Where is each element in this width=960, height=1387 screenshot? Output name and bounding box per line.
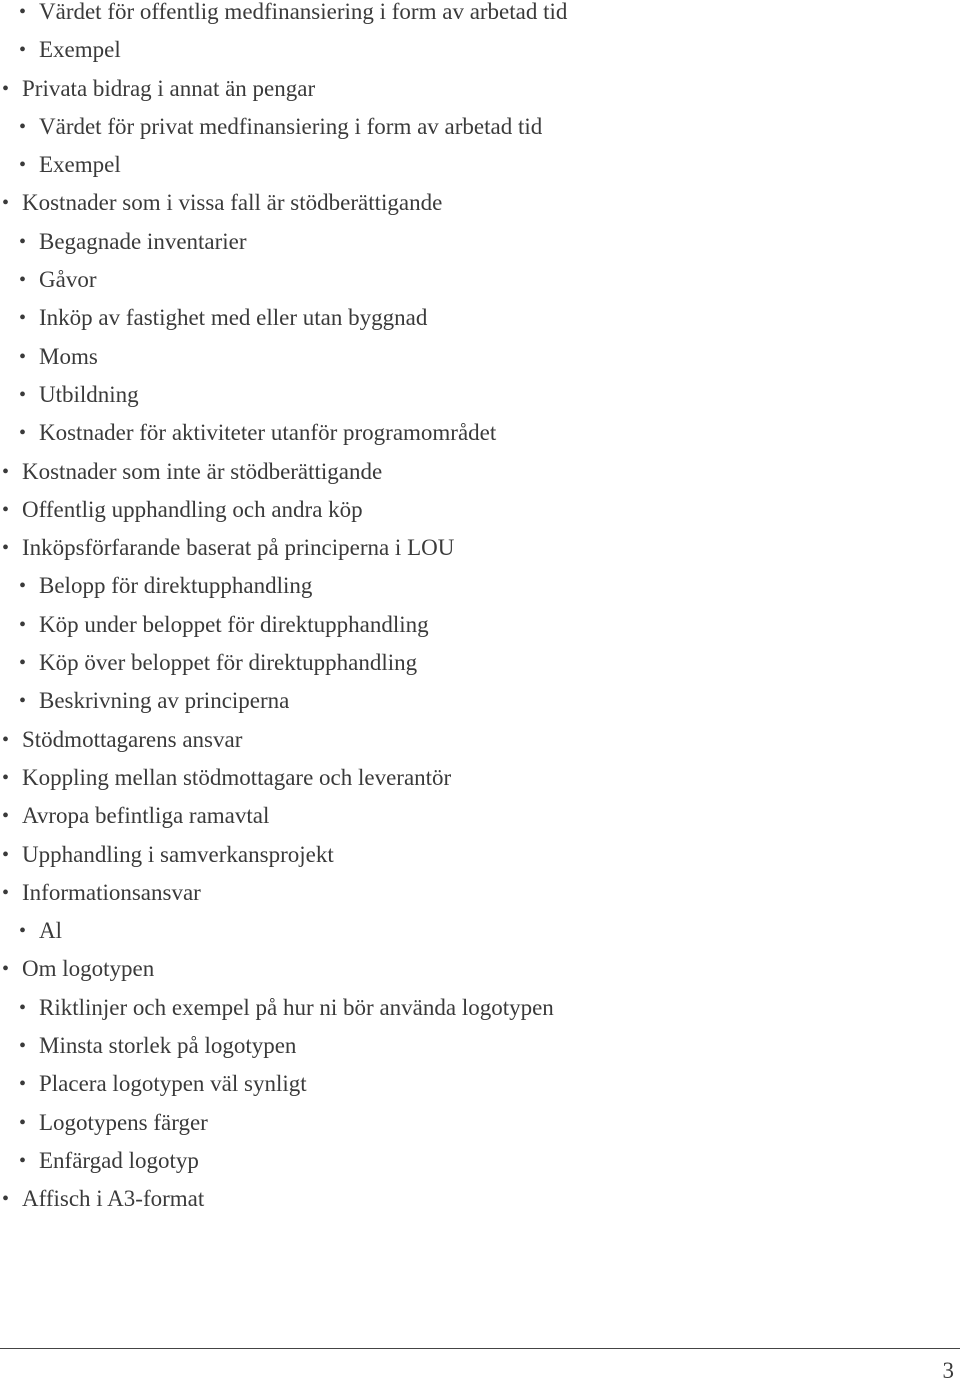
toc-item-label: Köp under beloppet för direktupphandling xyxy=(39,611,429,637)
bullet-icon: • xyxy=(2,958,10,981)
toc-item-label: Utbildning xyxy=(39,381,139,407)
toc-item-label: Avropa befintliga ramavtal xyxy=(22,803,270,829)
toc-item-label: Kostnader som inte är stödberättigande xyxy=(22,458,383,484)
bullet-icon: • xyxy=(19,422,27,445)
toc-item-label: Privata bidrag i annat än pengar xyxy=(22,75,316,101)
toc-item-label: Upphandling i samverkansprojekt xyxy=(22,841,334,867)
toc-item[interactable] xyxy=(0,721,567,759)
bullet-icon: • xyxy=(19,269,27,292)
bullet-icon: • xyxy=(19,1035,27,1058)
toc-item-label: Värdet för privat medfinansiering i form av arbetad tid xyxy=(39,113,543,139)
toc-item-label: Offentlig upphandling och andra köp xyxy=(22,496,363,522)
toc-item[interactable] xyxy=(0,261,567,299)
toc-item-label: Riktlinjer och exempel på hur ni bör använda logotypen xyxy=(39,994,554,1020)
bullet-icon: • xyxy=(19,307,27,330)
toc-item[interactable] xyxy=(0,184,567,222)
bullet-icon: • xyxy=(19,39,27,62)
toc-item-label: Värdet för offentlig medfinansiering i form av arbetad tid xyxy=(39,0,568,24)
toc-item[interactable] xyxy=(0,108,567,146)
bullet-icon: • xyxy=(2,537,10,560)
toc-item[interactable] xyxy=(0,567,567,605)
toc-item[interactable] xyxy=(0,759,567,797)
toc-item-label: Moms xyxy=(39,343,98,369)
toc-item[interactable] xyxy=(0,414,567,452)
footer-divider xyxy=(0,1348,960,1349)
bullet-icon: • xyxy=(2,805,10,828)
toc-item[interactable] xyxy=(0,529,567,567)
bullet-icon: • xyxy=(19,1149,27,1172)
toc-item-label: Koppling mellan stödmottagare och leverantör xyxy=(22,764,452,790)
toc-item-label: Exempel xyxy=(39,152,121,178)
bullet-icon: • xyxy=(2,460,10,483)
bullet-icon: • xyxy=(19,345,27,368)
toc-item-label: Stödmottagarens ansvar xyxy=(22,726,243,752)
toc-item-label: Exempel xyxy=(39,37,121,63)
bullet-icon: • xyxy=(19,613,27,636)
bullet-icon: • xyxy=(19,575,27,598)
bullet-icon: • xyxy=(19,1111,27,1134)
toc-item[interactable] xyxy=(0,682,567,720)
bullet-icon: • xyxy=(2,728,10,751)
toc-item-label: Inköp av fastighet med eller utan byggnad xyxy=(39,305,428,331)
bullet-icon: • xyxy=(2,843,10,866)
toc-item[interactable] xyxy=(0,1027,567,1065)
bullet-icon: • xyxy=(19,690,27,713)
bullet-icon: • xyxy=(2,77,10,100)
toc-item-label: Al xyxy=(39,918,62,944)
toc-item[interactable] xyxy=(0,491,567,529)
bullet-icon: • xyxy=(19,652,27,675)
bullet-icon: • xyxy=(2,192,10,215)
bullet-icon: • xyxy=(19,383,27,406)
bullet-icon: • xyxy=(19,115,27,138)
toc-item-label: Inköpsförfarande baserat på principerna i LOU xyxy=(22,535,455,561)
toc-item-label: Affisch i A3-format xyxy=(22,1186,205,1212)
toc-item[interactable] xyxy=(0,912,567,950)
toc-item[interactable] xyxy=(0,1142,567,1180)
toc-item[interactable] xyxy=(0,0,567,31)
toc-item[interactable] xyxy=(0,31,567,69)
toc-item[interactable] xyxy=(0,1104,567,1142)
page-number: 3 xyxy=(942,1358,954,1383)
bullet-icon: • xyxy=(19,1,27,23)
toc-item-label: Minsta storlek på logotypen xyxy=(39,1033,297,1059)
toc-item[interactable] xyxy=(0,299,567,337)
toc-item[interactable] xyxy=(0,644,567,682)
toc-item[interactable] xyxy=(0,874,567,912)
toc-item[interactable] xyxy=(0,338,567,376)
toc-item-label: Placera logotypen väl synligt xyxy=(39,1071,307,1097)
toc-item[interactable] xyxy=(0,836,567,874)
bullet-icon: • xyxy=(19,230,27,253)
bullet-icon: • xyxy=(19,154,27,177)
toc-item[interactable] xyxy=(0,606,567,644)
bullet-icon: • xyxy=(2,881,10,904)
toc-item[interactable] xyxy=(0,797,567,835)
toc-item-label: Logotypens färger xyxy=(39,1109,208,1135)
toc-item-label: Om logotypen xyxy=(22,956,155,982)
toc-item-label: Beskrivning av principerna xyxy=(39,688,290,714)
toc-item[interactable] xyxy=(0,376,567,414)
toc-item-label: Belopp för direktupphandling xyxy=(39,573,313,599)
toc-item-label: Köp över beloppet för direktupphandling xyxy=(39,650,418,676)
toc-item-label: Enfärgad logotyp xyxy=(39,1147,199,1173)
toc-item[interactable] xyxy=(0,1180,567,1218)
toc-item[interactable] xyxy=(0,146,567,184)
toc-item[interactable] xyxy=(0,453,567,491)
bullet-icon: • xyxy=(2,498,10,521)
bullet-icon: • xyxy=(19,920,27,943)
toc-item[interactable] xyxy=(0,1065,567,1103)
bullet-icon: • xyxy=(19,1073,27,1096)
toc-item[interactable] xyxy=(0,989,567,1027)
toc-item[interactable] xyxy=(0,950,567,988)
bullet-icon: • xyxy=(19,996,27,1019)
toc-item-label: Kostnader som i vissa fall är stödberättigande xyxy=(22,190,443,216)
toc-item-label: Kostnader för aktiviteter utanför programområdet xyxy=(39,420,497,446)
toc-item[interactable] xyxy=(0,70,567,108)
toc-item[interactable] xyxy=(0,223,567,261)
bullet-icon: • xyxy=(2,1188,10,1211)
toc-item-label: Begagnade inventarier xyxy=(39,228,247,254)
toc-item-label: Gåvor xyxy=(39,267,97,293)
toc-item-label: Informationsansvar xyxy=(22,879,201,905)
bullet-icon: • xyxy=(2,766,10,789)
